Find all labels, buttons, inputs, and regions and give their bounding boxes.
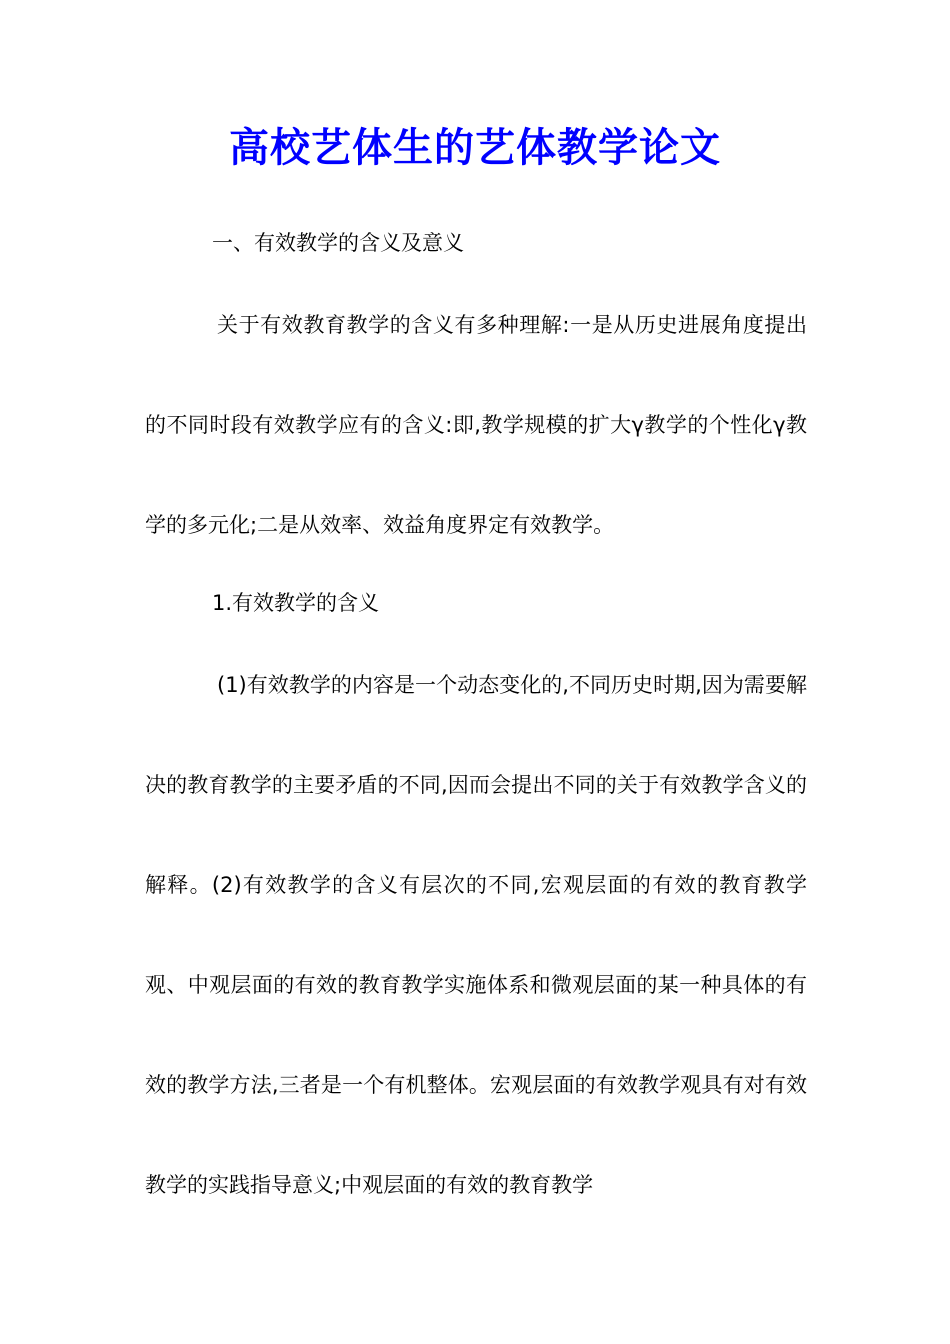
paragraph-2: (1)有效教学的内容是一个动态变化的,不同历史时期,因为需要解决的教育教学的主要矛盾的不同,因而会提出不同的关于有效教学含义的解释。(2)有效教学的含义有层次的不同,宏观层面的有效的教育教学观、中观层面的有效的教育教学实施体系和微观层面的某一种具体的有效的教学方法,三者是一个有机整体。宏观层面的有效教学观具有对有效教学的实践指导意义;中观层面的有效的教育教学 bbox=[145, 673, 807, 1197]
subheading: 1.有效教学的含义 bbox=[212, 591, 380, 615]
document-title: 高校艺体生的艺体教学论文 bbox=[229, 124, 721, 171]
paragraph-1: 关于有效教育教学的含义有多种理解:一是从历史进展角度提出的不同时段有效教学应有的含义:即,教学规模的扩大γ教学的个性化γ教学的多元化;二是从效率、效益角度界定有效教学。 bbox=[145, 313, 807, 537]
section-heading: 一、有效教学的含义及意义 bbox=[212, 231, 464, 255]
